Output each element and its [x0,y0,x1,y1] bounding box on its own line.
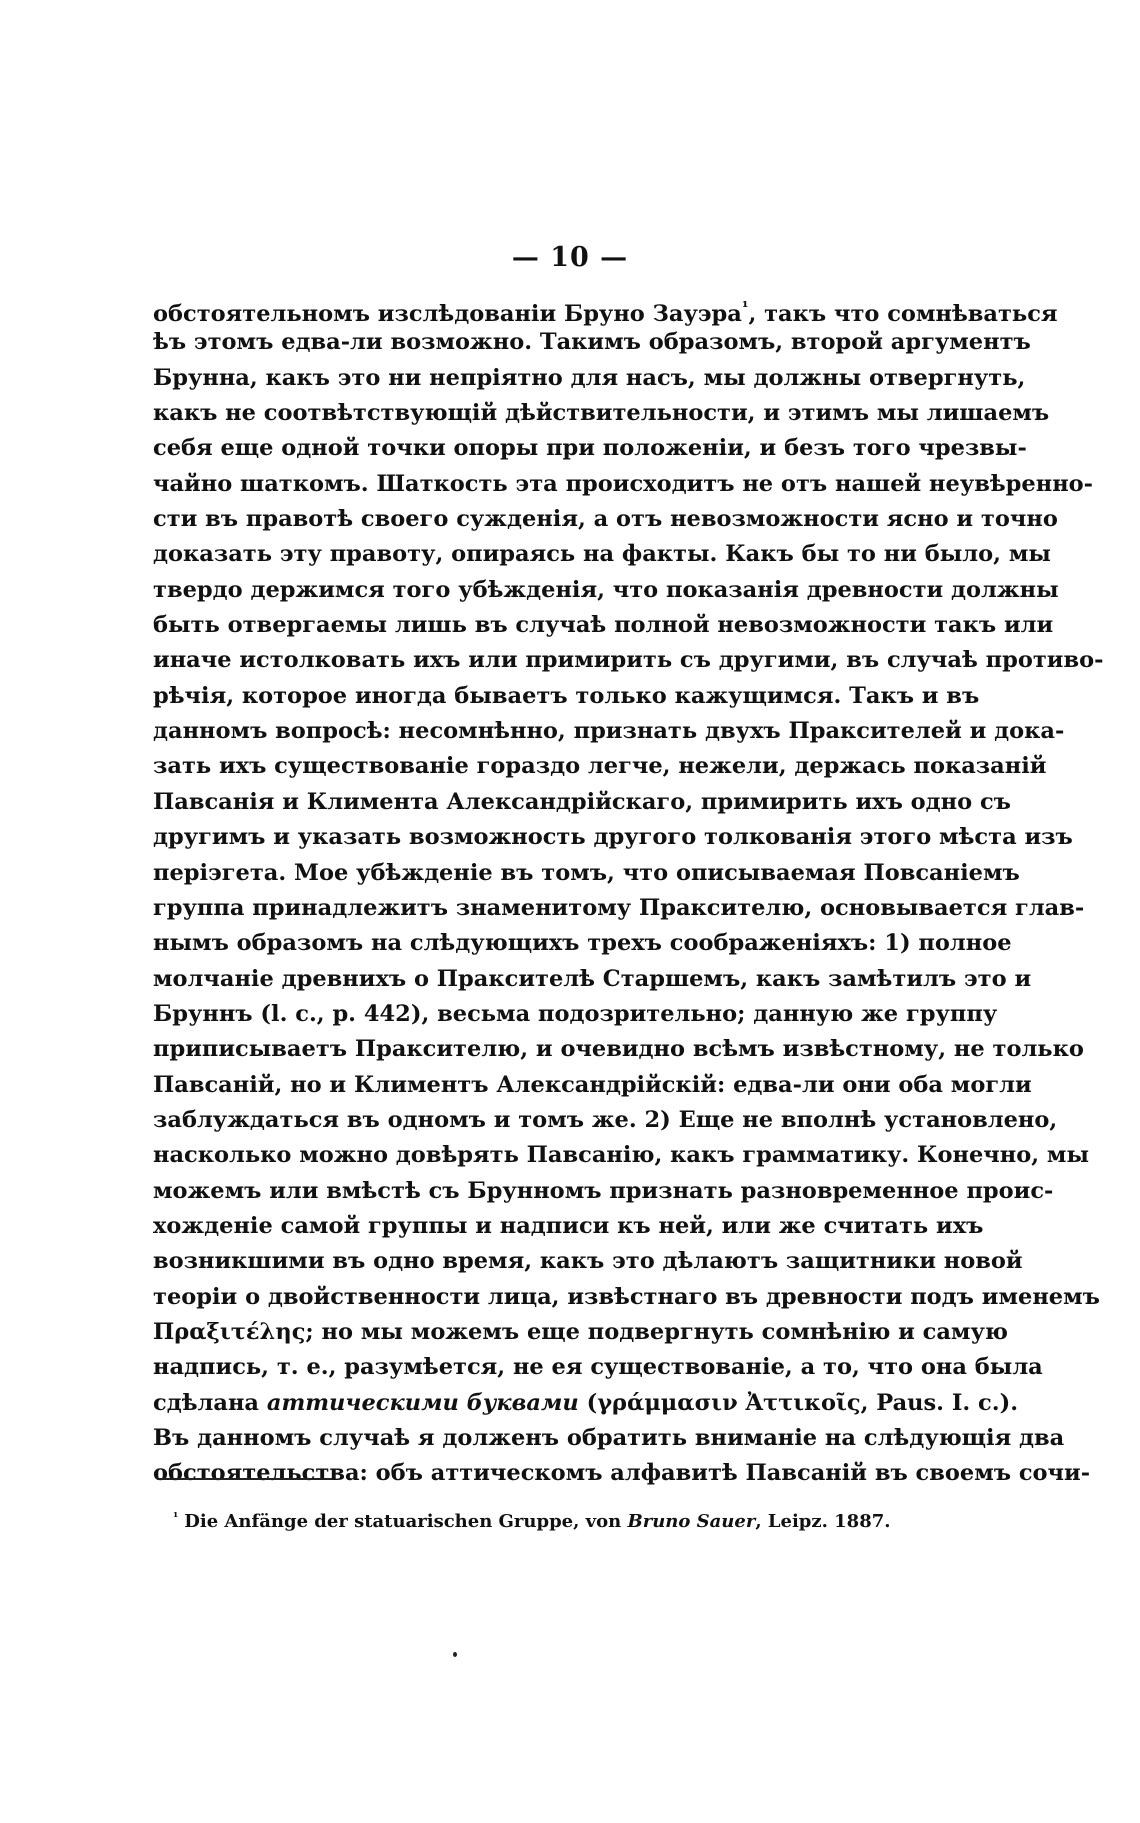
text-line: насколько можно довѣрять Павсанію, какъ грамматику. Конечно, мы [153,1142,1090,1169]
text-line: доказать эту правоту, опираясь на факты. Какъ бы то ни было, мы [153,541,1051,568]
text-line: заблуждаться въ одномъ и томъ же. 2) Еще не вполнѣ установлено, [153,1106,1058,1133]
text-line: Πραξιτέλης; но мы можемъ еще подвергнуть сомнѣнію и самую [153,1318,1008,1345]
body-text [153,290,1104,1492]
text-line: иначе истолковать ихъ или примирить съ другими, въ случаѣ противо- [153,647,1104,674]
text-line: Брунна, какъ это ни непріятно для насъ, мы должны отвергнуть, [153,364,1026,391]
text-line: группа принадлежитъ знаменитому Праксителю, основывается глав- [153,894,1085,921]
text-line: молчаніе древнихъ о Праксителѣ Старшемъ, какъ замѣтилъ это и [153,965,1032,992]
text-line: себя еще одной точки опоры при положеніи, и безъ того чрезвы- [153,435,1027,462]
footnote-separator [157,1478,332,1480]
text-line: Въ данномъ случаѣ я долженъ обратить вниманіе на слѣдующія два [153,1425,1065,1451]
text-line: періэгета. Мое убѣжденіе въ томъ, что описываемая Повсаніемъ [153,859,1020,886]
text-line: твердо держимся того убѣжденія, что показанія древности должны [153,576,1059,603]
text-line: хожденіе самой группы и надписи къ ней, или же считать ихъ [153,1212,984,1239]
text-line: надпись, т. е., разумѣется, не ея существованіе, а то, что она была [153,1354,1043,1381]
text-line: данномъ вопросѣ: несомнѣнно, признать двухъ Праксителей и дока- [153,718,1065,745]
italic-phrase: аттическими буквами [266,1389,579,1416]
footnote: $^{^1}$ Die Anfänge der statuarischen Gruppe, von Bruno Sauer, Leipz. 1887. [173,1510,891,1532]
footnote-reference: ¹ [741,298,749,316]
text-line: ѣъ этомъ едва-ли возможно. Такимъ образомъ, второй аргументъ [153,329,1031,356]
stray-dot [453,1652,457,1657]
text-line: Павсаній, но и Климентъ Александрійскій: едва-ли они оба могли [153,1071,1032,1098]
text-line: сти въ правотѣ своего сужденія, а отъ невозможности ясно и точно [153,506,1058,533]
text-line: нымъ образомъ на слѣдующихъ трехъ соображеніяхъ: 1) полное [153,930,1012,957]
text-line: можемъ или вмѣстѣ съ Брунномъ признать разновременное проис- [153,1177,1054,1204]
text-line: рѣчія, которое иногда бываетъ только кажущимся. Такъ и въ [153,682,980,709]
text-line: другимъ и указать возможность другого толкованія этого мѣста изъ [153,824,1073,851]
text-line: Павсанія и Климента Александрійскаго, примирить ихъ одно съ [153,788,1011,815]
text-line: теоріи о двойственности лица, извѣстнаго въ древности подъ именемъ [153,1283,1100,1310]
text-line: Бруннъ (l. c., p. 442), весьма подозрительно; данную же группу [153,1000,998,1027]
text-line-1: обстоятельномъ изслѣдованіи Бруно Зауэра$^{^1}$, такъ что сомнѣваться [153,298,1058,327]
page-number: — 10 — [511,242,629,273]
text-line: обстоятельства: объ аттическомъ алфавитѣ Павсаній въ своемъ сочи- [153,1460,1091,1487]
text-line-32: сдѣлана аттическими буквами (γράμμασιν Ἀττικοῖς, Paus. I. c.). [153,1389,1019,1416]
text-line: быть отвергаемы лишь въ случаѣ полной невозможности такъ или [153,612,1054,639]
footnote-author: Bruno Sauer [627,1511,756,1532]
text-line: зать ихъ существованіе гораздо легче, нежели, держась показаній [153,753,1047,780]
footnote-marker: ¹ [173,1510,179,1524]
text-line: какъ не соотвѣтствующій дѣйствительности, и этимъ мы лишаемъ [153,400,1050,427]
text-line: чайно шаткомъ. Шаткость эта происходитъ не отъ нашей неувѣренно- [153,470,1094,497]
text-line: приписываетъ Праксителю, и очевидно всѣмъ извѣстному, не только [153,1036,1084,1063]
text-line: возникшими въ одно время, какъ это дѣлаютъ защитники новой [153,1248,1023,1275]
